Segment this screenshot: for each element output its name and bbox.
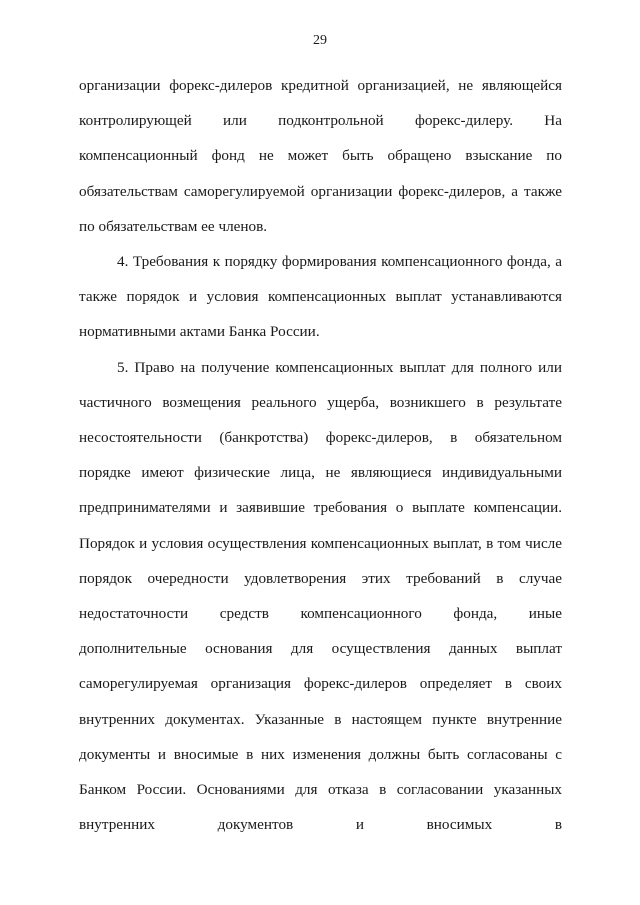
page-number: 29 <box>313 33 327 48</box>
paragraph-item-4: 4. Требования к порядку формирования компенсационного фонда, а также порядок и условия компенсационных выплат устанавливаются нормативными актами Банка России. <box>79 253 562 341</box>
body-text <box>79 68 562 842</box>
paragraph-item-5: 5. Право на получение компенсационных выплат для полного или частичного возмещения реального ущерба, возникшего в результате несостоятельности (банкротства) форекс-дилеров, в обязательном порядке имеют физические лица, не являющиеся индивидуальными предпринимателями и заявившие требования о выплате компенсации. Порядок и условия осуществления компенсационных выплат, в том числе порядок очередности удовлетворения этих требований в случае недостаточности средств компенсационного фонда, иные дополнительные основания для осуществления данных выплат саморегулируемая организация форекс-дилеров определяет в своих внутренних документах. Указанные в настоящем пункте внутренние документы и вносимые в них изменения должны быть согласованы с Банком России. Основаниями для отказа в согласовании указанных внутренних документов и вносимых в <box>79 358 562 834</box>
paragraph-continuation: организации форекс-дилеров кредитной организацией, не являющейся контролирующей или подконтрольной форекс-дилеру. На компенсационный фонд не может быть обращено взыскание по обязательствам саморегулируемой организации форекс-дилеров, а также по обязательствам ее членов. <box>79 77 562 235</box>
